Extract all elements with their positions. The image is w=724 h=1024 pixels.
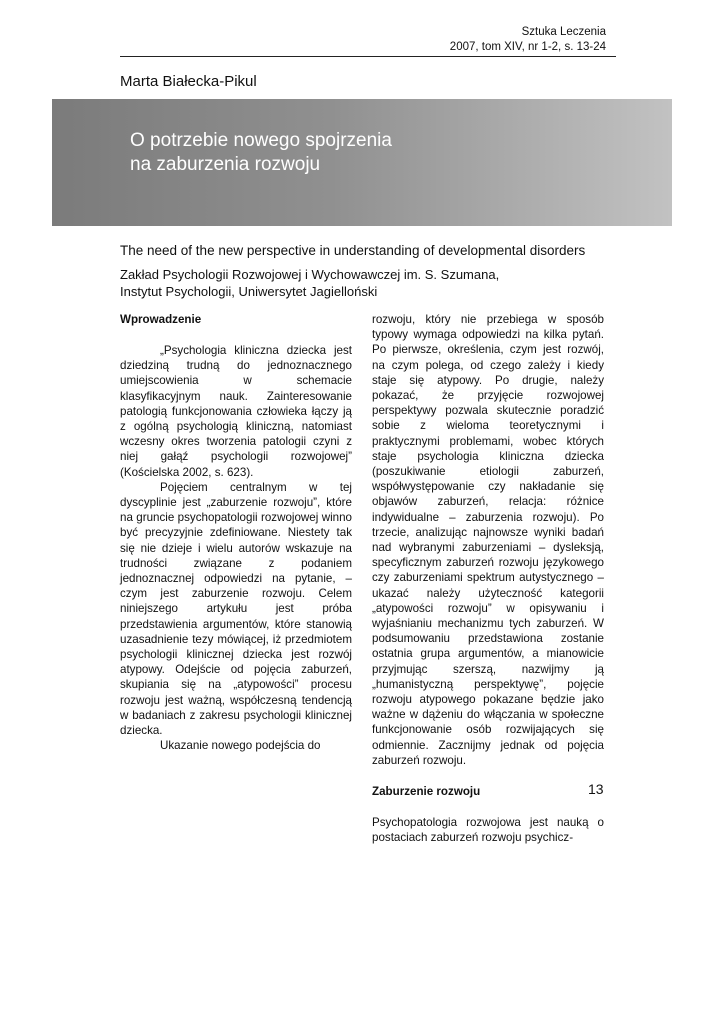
affiliation-line-1: Zakład Psychologii Rozwojowej i Wychowawczej im. S. Szumana, [120, 267, 500, 282]
journal-name: Sztuka Leczenia [521, 26, 606, 38]
title-banner [52, 99, 672, 226]
section-heading-developmental-disorder: Zaburzenie rozwoju [372, 785, 481, 799]
affiliation [120, 266, 499, 300]
title-line-1: O potrzebie nowego spojrzenia [130, 130, 392, 151]
english-subtitle: The need of the new perspective in understanding of developmental disorders [120, 243, 586, 258]
column-right [372, 312, 604, 846]
paragraph-quote: „Psychologia kliniczna dziecka jest dziedziną trudną do jednoznacznego umiejscowienia w schemacie klasyfikacyjnym nauk. Zainteresowanie patologią funkcjonowania człowieka łączy ją z ogólną psychologią kliniczną, natomiast wczesny okres tworzenia patologii czyni z niej gałąź psychologii rozwojowej” (Kościelska 2002, s. 623). [120, 344, 352, 479]
article-title [130, 129, 392, 177]
title-line-2: na zaburzenia rozwoju [130, 154, 321, 175]
paragraph-new-approach: Ukazanie nowego podejścia do [160, 739, 321, 753]
author-name: Marta Białecka-Pikul [120, 73, 257, 90]
affiliation-line-2: Instytut Psychologii, Uniwersytet Jagielloński [120, 284, 378, 299]
section-heading-introduction: Wprowadzenie [120, 313, 202, 326]
page-number: 13 [588, 781, 604, 797]
paragraph-psychopathology: Psychopatologia rozwojowa jest nauką o postaciach zaburzeń rozwoju psychicz- [372, 816, 604, 845]
header-rule [120, 56, 616, 57]
journal-citation: 2007, tom XIV, nr 1-2, s. 13-24 [449, 41, 606, 53]
paragraph-new-approach-continued: rozwoju, który nie przebiega w sposób typowy wymaga odpowiedzi na kilka pytań. Po pierwsze, określenia, czym jest rozwój, na czym polega, od czego zależy i kiedy staje się atypowy. Po drugie, należy pokazać, że przyjęcie rozwojowej perspektywy pozwala skutecznie poradzić sobie z wieloma teoretycznymi i praktycznymi problemami, wobec których staje psychologia kliniczna dziecka (poszukiwanie etiologii zaburzeń, współwystępowanie czy nakładanie się objawów zaburzeń, relacja: różnice indywidualne – zaburzenia rozwoju). Po trzecie, analizując najnowsze wyniki badań nad wybranymi zaburzeniami – dysleksją, specyficznym zaburzeń rozwoju językowego czy zaburzeniami spektrum autystycznego – ukazać należy użyteczność kategorii „atypowości rozwoju” w opisywaniu i wyjaśnianiu mechanizmu tych zaburzeń. W podsumowaniu przedstawiona zostanie ostatnia grupa argumentów, a mianowicie przyjmując szerszą, nazwijmy ją „humanistyczną perspektywę”, pojęcie rozwoju atypowego pokazane będzie jako ważne w dążeniu do włączania w społeczne funkcjonowanie osób rozwijających się odmiennie. Zacznijmy jednak od pojęcia zaburzeń rozwoju. [372, 313, 604, 767]
column-left [120, 312, 352, 753]
paragraph-central-concept: Pojęciem centralnym w tej dyscyplinie jest „zaburzenie rozwoju”, które na gruncie psychopatologii rozwojowej winno być precyzyjnie zdefiniowane. Niestety tak się nie dzieje i wielu autorów wskazuje na trudności związane z podaniem jednoznacznej odpowiedzi na pytanie, – czym jest zaburzenie rozwoju. Celem niniejszego artykułu jest próba przedstawienia argumentów, które stanowią uzasadnienie tezy mówiącej, iż przedmiotem psychologii klinicznej dziecka jest rozwój atypowy. Odejście od pojęcia zaburzeń, skupiania się na „atypowości” procesu rozwoju jest ważną, współczesną tendencją w badaniach z zakresu psychologii klinicznej dziecka. [120, 480, 352, 738]
journal-header [450, 25, 606, 55]
